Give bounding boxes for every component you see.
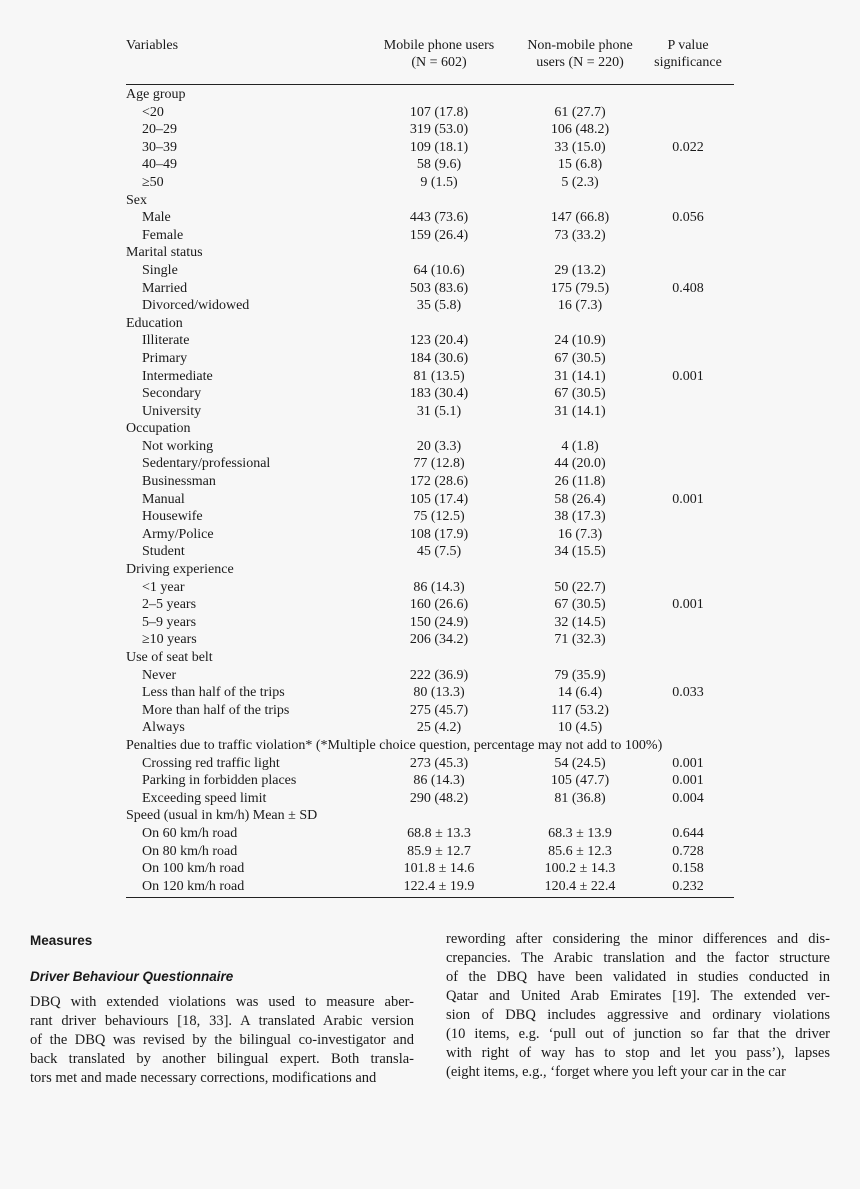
cell-label: Always [142, 720, 185, 736]
cell-label: Parking in forbidden places [142, 773, 297, 789]
cell-p-value: 0.408 [672, 280, 704, 296]
cell-label: Exceeding speed limit [142, 790, 267, 806]
table-row [126, 667, 734, 685]
header-nonmobile-line1: Non-mobile phone [527, 38, 633, 53]
table-group-row [126, 807, 734, 825]
cell-mobile-users: 159 (26.4) [409, 227, 469, 243]
table-row [126, 684, 734, 702]
table-row [126, 438, 734, 456]
paragraph-line: Qatar and United Arab Emirates [19]. The extended ver- [446, 988, 830, 1004]
cell-mobile-users: 503 (83.6) [409, 280, 469, 296]
table-row [126, 350, 734, 368]
table-row [126, 843, 734, 861]
cell-nonmobile-users: 38 (17.3) [554, 509, 606, 525]
cell-nonmobile-users: 31 (14.1) [554, 403, 606, 419]
cell-label: Student [142, 544, 185, 560]
cell-nonmobile-users: 105 (47.7) [550, 773, 610, 789]
table-row [126, 403, 734, 421]
table-group-row [126, 649, 734, 667]
cell-nonmobile-users: 175 (79.5) [550, 280, 610, 296]
cell-nonmobile-users: 26 (11.8) [554, 474, 606, 490]
header-nonmobile-users [518, 37, 642, 71]
cell-p-value: 0.232 [672, 878, 704, 894]
cell-label: Less than half of the trips [142, 685, 285, 701]
cell-label: Speed (usual in km/h) Mean ± SD [126, 808, 318, 824]
measures-column-right [446, 930, 830, 1082]
table-row [126, 104, 734, 122]
cell-label: 40–49 [142, 157, 177, 173]
cell-nonmobile-users: 10 (4.5) [557, 720, 603, 736]
cell-mobile-users: 85.9 ± 12.7 [407, 843, 471, 859]
table-row [126, 790, 734, 808]
header-p-line1: P value [667, 38, 709, 53]
table-row [126, 385, 734, 403]
cell-label: ≥50 [142, 174, 164, 190]
table-row [126, 368, 734, 386]
cell-label: 2–5 years [142, 597, 197, 613]
paragraph-line: (eight items, e.g., ‘forget where you left your car in the car [446, 1064, 786, 1080]
table-row [126, 825, 734, 843]
paragraph-line: tors met and made necessary corrections, modifications and [30, 1070, 377, 1086]
cell-nonmobile-users: 15 (6.8) [557, 157, 603, 173]
cell-label: Never [142, 667, 177, 683]
table-row [126, 878, 734, 896]
table-row [126, 174, 734, 192]
cell-nonmobile-users: 67 (30.5) [554, 597, 606, 613]
paragraph-line: (10 items, e.g. ‘pull out of junction so far that the driver [446, 1026, 830, 1042]
cell-p-value: 0.001 [672, 491, 704, 507]
cell-mobile-users: 9 (1.5) [420, 174, 458, 190]
table-group-row [126, 561, 734, 579]
paragraph-line: sion of DBQ includes aggressive and ordinary violations [446, 1007, 830, 1023]
paragraph-line: with right of way has to stop and let you pass’), lapses [446, 1045, 830, 1061]
cell-label: 30–39 [142, 139, 177, 155]
cell-label: Crossing red traffic light [142, 755, 280, 771]
cell-label: Driving experience [126, 562, 234, 578]
cell-label: Occupation [126, 421, 191, 437]
table-row [126, 579, 734, 597]
cell-mobile-users: 77 (12.8) [413, 456, 465, 472]
table-row [126, 860, 734, 878]
cell-label: Penalties due to traffic violation* (*Multiple choice question, percentage may not add to 100%) [126, 737, 663, 753]
table-row [126, 139, 734, 157]
cell-p-value: 0.033 [672, 685, 704, 701]
header-p-value [642, 37, 734, 71]
cell-label: Sex [126, 192, 147, 208]
cell-mobile-users: 86 (14.3) [413, 773, 465, 789]
cell-label: Female [142, 227, 184, 243]
cell-mobile-users: 150 (24.9) [409, 614, 469, 630]
cell-label: Manual [142, 491, 185, 507]
cell-label: Age group [126, 87, 186, 102]
paragraph-line: crepancies. The Arabic translation and the factor structure [446, 950, 830, 966]
cell-nonmobile-users: 81 (36.8) [554, 790, 606, 806]
cell-nonmobile-users: 71 (32.3) [554, 632, 606, 648]
header-variables: Variables [126, 38, 179, 53]
table-row [126, 631, 734, 649]
paragraph-line: back translated by another bilingual expert. Both transla- [30, 1051, 414, 1067]
paragraph-line: rant driver behaviours [18, 33]. A translated Arabic version [30, 1013, 414, 1029]
cell-nonmobile-users: 32 (14.5) [554, 614, 606, 630]
table-row [126, 227, 734, 245]
table-row [126, 297, 734, 315]
cell-mobile-users: 81 (13.5) [413, 368, 465, 384]
header-mobile-line1: Mobile phone users [383, 38, 495, 53]
cell-nonmobile-users: 50 (22.7) [554, 579, 606, 595]
cell-mobile-users: 68.8 ± 13.3 [407, 825, 471, 841]
table-row [126, 455, 734, 473]
paragraph-right [446, 930, 830, 1082]
cell-nonmobile-users: 147 (66.8) [550, 210, 610, 226]
cell-nonmobile-users: 68.3 ± 13.9 [548, 825, 612, 841]
paragraph-line: rewording after considering the minor differences and dis- [446, 931, 830, 947]
cell-label: Secondary [142, 386, 202, 402]
paragraph-line: of the DBQ have been validated in studies conducted in [446, 969, 830, 985]
table-row [126, 702, 734, 720]
table-row [126, 508, 734, 526]
demographics-table [126, 34, 734, 898]
table-group-row [126, 192, 734, 210]
cell-label: Illiterate [142, 333, 190, 349]
cell-label: Sedentary/professional [142, 456, 271, 472]
cell-nonmobile-users: 29 (13.2) [554, 262, 606, 278]
table-row [126, 543, 734, 561]
cell-mobile-users: 109 (18.1) [409, 139, 469, 155]
cell-mobile-users: 64 (10.6) [413, 262, 465, 278]
paragraph-left [30, 993, 414, 1088]
cell-p-value: 0.001 [672, 755, 704, 771]
cell-label: On 60 km/h road [142, 825, 238, 841]
table-body [126, 85, 734, 895]
cell-mobile-users: 122.4 ± 19.9 [403, 878, 475, 894]
cell-label: Housewife [142, 509, 203, 525]
cell-p-value: 0.001 [672, 368, 704, 384]
cell-mobile-users: 183 (30.4) [409, 386, 469, 402]
cell-mobile-users: 31 (5.1) [416, 403, 462, 419]
cell-label: On 100 km/h road [142, 861, 245, 877]
table-row [126, 262, 734, 280]
cell-p-value: 0.644 [672, 825, 704, 841]
header-mobile-users [372, 37, 506, 71]
cell-label: ≥10 years [142, 632, 197, 648]
cell-mobile-users: 123 (20.4) [409, 333, 469, 349]
cell-p-value: 0.001 [672, 773, 704, 789]
cell-mobile-users: 45 (7.5) [416, 544, 462, 560]
table-row [126, 491, 734, 509]
cell-label: On 120 km/h road [142, 878, 245, 894]
table-group-row [126, 737, 734, 755]
header-nonmobile-line2: users (N = 220) [536, 55, 624, 70]
cell-mobile-users: 160 (26.6) [409, 597, 469, 613]
cell-mobile-users: 184 (30.6) [409, 350, 469, 366]
table-row [126, 121, 734, 139]
cell-label: Army/Police [142, 526, 214, 542]
cell-nonmobile-users: 5 (2.3) [561, 174, 599, 190]
cell-label: 20–29 [142, 122, 177, 138]
cell-nonmobile-users: 16 (7.3) [557, 526, 603, 542]
cell-p-value: 0.022 [672, 139, 704, 155]
subsection-heading-dbq: Driver Behaviour Questionnaire [30, 969, 234, 984]
cell-label: Divorced/widowed [142, 298, 250, 314]
cell-mobile-users: 35 (5.8) [416, 298, 462, 314]
cell-mobile-users: 290 (48.2) [409, 790, 469, 806]
cell-mobile-users: 80 (13.3) [413, 685, 465, 701]
cell-label: 5–9 years [142, 614, 197, 630]
cell-nonmobile-users: 120.4 ± 22.4 [544, 878, 616, 894]
cell-p-value: 0.004 [672, 790, 704, 806]
cell-p-value: 0.158 [672, 861, 704, 877]
table-row [126, 280, 734, 298]
cell-nonmobile-users: 34 (15.5) [554, 544, 606, 560]
table-group-row [126, 244, 734, 262]
table-group-row [126, 86, 734, 104]
cell-mobile-users: 101.8 ± 14.6 [403, 861, 475, 877]
cell-nonmobile-users: 16 (7.3) [557, 298, 603, 314]
cell-nonmobile-users: 61 (27.7) [554, 104, 606, 120]
table-group-row [126, 420, 734, 438]
table-row [126, 614, 734, 632]
table-row [126, 332, 734, 350]
cell-nonmobile-users: 67 (30.5) [554, 386, 606, 402]
paragraph-line: DBQ with extended violations was used to measure aber- [30, 994, 414, 1010]
table-row [126, 755, 734, 773]
cell-label: Not working [142, 438, 214, 454]
cell-nonmobile-users: 44 (20.0) [554, 456, 606, 472]
table-row [126, 156, 734, 174]
cell-label: Marital status [126, 245, 203, 261]
cell-mobile-users: 105 (17.4) [409, 491, 469, 507]
cell-mobile-users: 107 (17.8) [409, 104, 469, 120]
cell-mobile-users: 443 (73.6) [409, 210, 469, 226]
cell-nonmobile-users: 85.6 ± 12.3 [548, 843, 612, 859]
cell-nonmobile-users: 100.2 ± 14.3 [544, 861, 616, 877]
cell-label: Education [126, 315, 183, 331]
cell-label: Single [142, 262, 178, 278]
cell-nonmobile-users: 31 (14.1) [554, 368, 606, 384]
header-mobile-line2: (N = 602) [411, 55, 467, 70]
cell-label: On 80 km/h road [142, 843, 238, 859]
cell-label: Male [142, 210, 171, 226]
cell-label: Use of seat belt [126, 650, 213, 665]
table-bottom-rule [126, 897, 734, 898]
cell-nonmobile-users: 106 (48.2) [550, 122, 610, 138]
table-row [126, 209, 734, 227]
cell-nonmobile-users: 33 (15.0) [554, 139, 606, 155]
cell-nonmobile-users: 14 (6.4) [557, 685, 603, 701]
cell-mobile-users: 75 (12.5) [413, 509, 465, 525]
table-row [126, 719, 734, 737]
cell-label: More than half of the trips [142, 702, 290, 718]
cell-mobile-users: 20 (3.3) [416, 438, 462, 454]
cell-nonmobile-users: 54 (24.5) [554, 755, 606, 771]
cell-label: Married [142, 280, 188, 296]
cell-mobile-users: 206 (34.2) [409, 632, 469, 648]
cell-nonmobile-users: 73 (33.2) [554, 227, 606, 243]
cell-label: Primary [142, 350, 188, 366]
cell-nonmobile-users: 67 (30.5) [554, 350, 606, 366]
cell-nonmobile-users: 4 (1.8) [561, 438, 599, 454]
cell-nonmobile-users: 79 (35.9) [554, 667, 606, 683]
cell-nonmobile-users: 117 (53.2) [551, 702, 609, 718]
cell-label: Intermediate [142, 368, 213, 384]
cell-nonmobile-users: 24 (10.9) [554, 333, 606, 349]
cell-mobile-users: 108 (17.9) [409, 526, 469, 542]
cell-nonmobile-users: 58 (26.4) [554, 491, 606, 507]
cell-mobile-users: 273 (45.3) [409, 755, 469, 771]
measures-column-left [30, 930, 414, 1088]
cell-label: Businessman [142, 474, 216, 490]
cell-mobile-users: 222 (36.9) [409, 667, 469, 683]
header-p-line2: significance [654, 55, 722, 70]
table-row [126, 473, 734, 491]
cell-p-value: 0.001 [672, 597, 704, 613]
cell-mobile-users: 25 (4.2) [416, 720, 462, 736]
table-row [126, 772, 734, 790]
cell-label: <1 year [142, 579, 185, 595]
section-heading-measures: Measures [30, 933, 93, 948]
cell-mobile-users: 86 (14.3) [413, 579, 465, 595]
cell-mobile-users: 275 (45.7) [409, 702, 469, 718]
cell-mobile-users: 172 (28.6) [409, 474, 469, 490]
table-row [126, 526, 734, 544]
cell-p-value: 0.728 [672, 843, 704, 859]
paragraph-line: of the DBQ was revised by the bilingual co-investigator and [30, 1032, 414, 1048]
cell-label: University [142, 403, 202, 419]
table-group-row [126, 315, 734, 333]
table-row [126, 596, 734, 614]
cell-mobile-users: 319 (53.0) [409, 122, 469, 138]
cell-mobile-users: 58 (9.6) [416, 157, 462, 173]
cell-p-value: 0.056 [672, 210, 704, 226]
table-header [126, 34, 734, 85]
cell-label: <20 [142, 104, 164, 120]
